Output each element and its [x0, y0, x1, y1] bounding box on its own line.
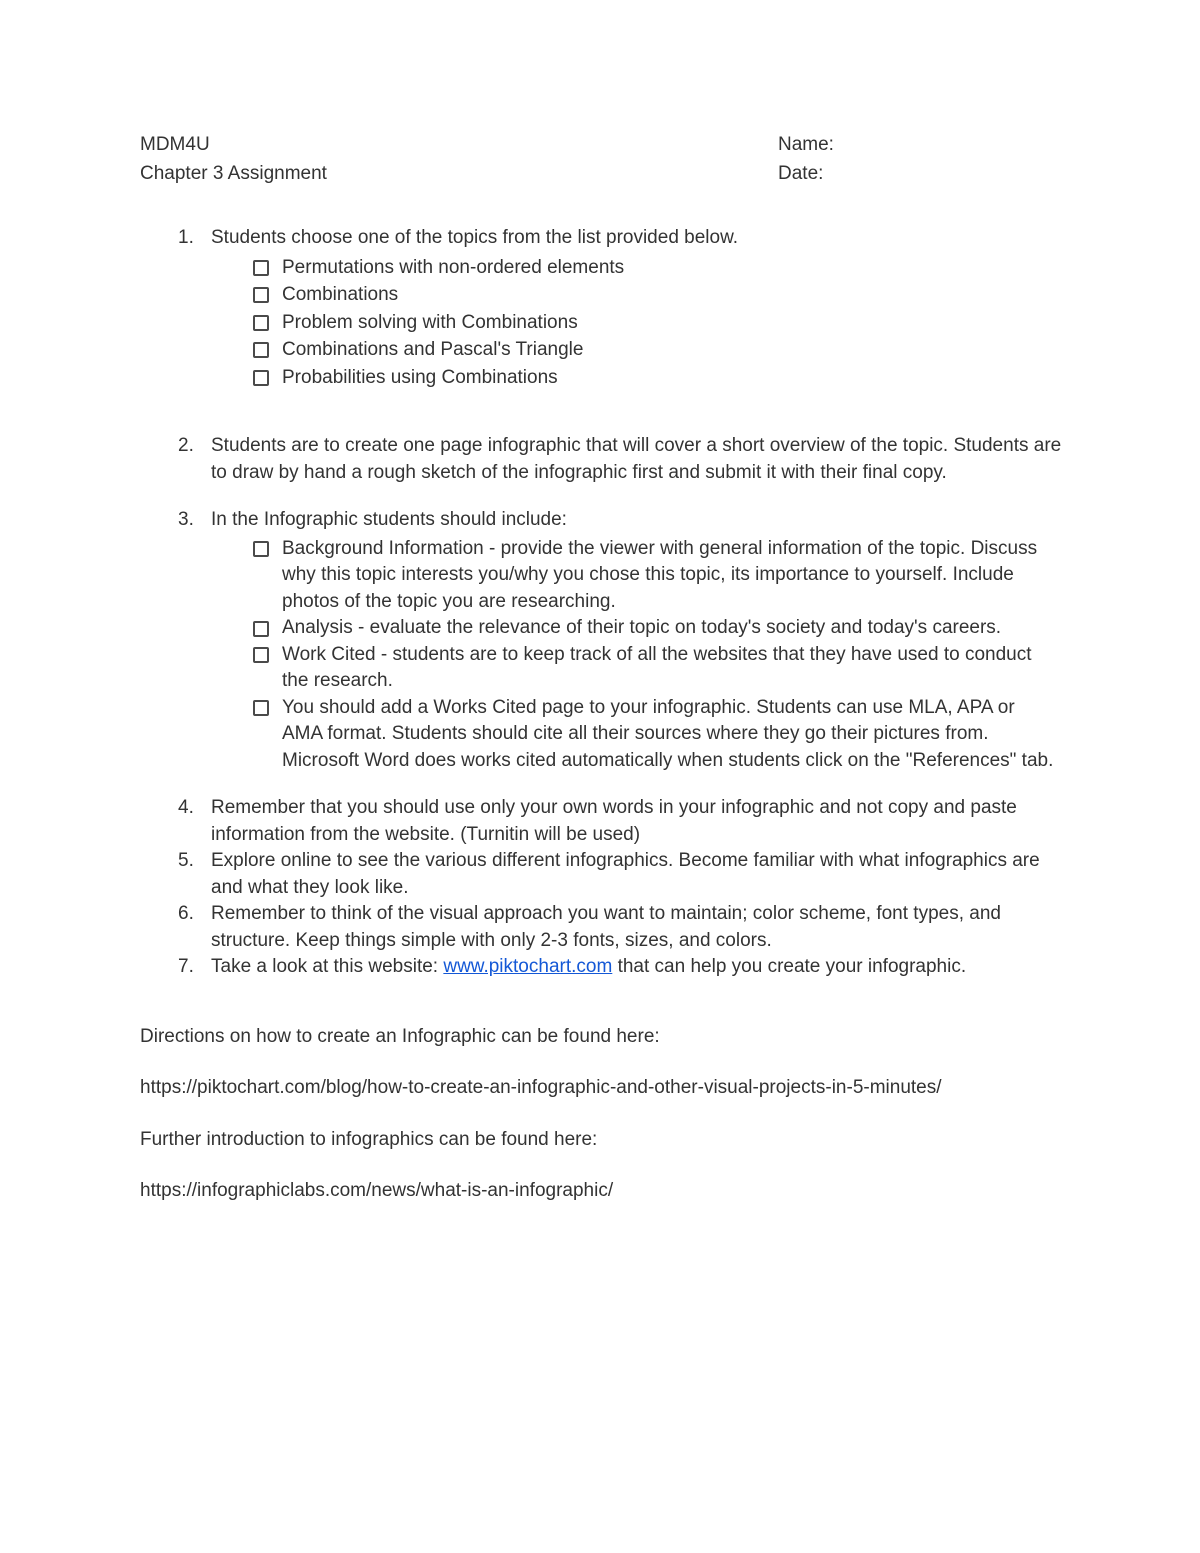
requirement-label: Work Cited - students are to keep track of all the websites that they have used to conduct the research.: [282, 643, 1032, 691]
list-item-piktochart: [140, 954, 1103, 981]
list-item-body: [211, 848, 1063, 901]
list-item-own-words: [140, 795, 1103, 848]
date-label: Date:: [778, 163, 824, 184]
course-code: MDM4U: [140, 134, 210, 155]
requirement-checkbox-list: [211, 536, 1063, 775]
topic-option: [253, 309, 1063, 337]
list-item-explore-online: [140, 848, 1103, 901]
list-item-body: [211, 225, 1063, 391]
further-url: https://infographiclabs.com/news/what-is-an-infographic/: [140, 1180, 614, 1201]
instruction-list: [140, 225, 1103, 981]
list-item-text: Students are to create one page infographic that will cover a short overview of the topic. Students are to draw by hand a rough sketch of the infographic first and submit it with their final copy.: [211, 435, 1062, 483]
further-label: Further introduction to infographics can be found here:: [140, 1128, 598, 1150]
list-item-text: Remember to think of the visual approach you want to maintain; color scheme, font types, and structure. Keep things simple with only 2-3 fonts, sizes, and colors.: [211, 903, 1001, 951]
list-item-text-after: that can help you create your infographic.: [612, 956, 967, 977]
checkbox-icon: [253, 647, 269, 663]
header-left: [140, 130, 1103, 188]
checkbox-icon: [253, 700, 269, 716]
list-number: 3.: [178, 509, 194, 530]
checkbox-icon: [253, 342, 269, 358]
checkbox-icon: [253, 621, 269, 637]
topic-option: [253, 254, 1063, 282]
topic-label: Probabilities using Combinations: [282, 366, 558, 388]
list-item-body: [211, 954, 1063, 981]
document-header: [140, 130, 1103, 188]
list-item-text: Students choose one of the topics from the list provided below.: [211, 227, 739, 248]
name-label: Name:: [778, 134, 834, 155]
requirement-item: [253, 615, 1063, 642]
requirement-item: [253, 695, 1063, 775]
topic-option: [253, 336, 1063, 364]
list-number: 1.: [178, 227, 194, 248]
resource-links-section: [140, 1024, 1103, 1205]
list-number: 5.: [178, 850, 194, 871]
requirement-label: You should add a Works Cited page to your infographic. Students can use MLA, APA or AMA format. Students should cite all their sources where they go their pictures from. Microsoft Word does works cited automatically when students click on the "References" tab.: [282, 696, 1054, 771]
checkbox-icon: [253, 541, 269, 557]
assignment-title: Chapter 3 Assignment: [140, 163, 327, 184]
topic-checkbox-list: [211, 254, 1063, 392]
list-number: 6.: [178, 903, 194, 924]
topic-option: [253, 281, 1063, 309]
piktochart-link[interactable]: www.piktochart.com: [443, 956, 613, 977]
checkbox-icon: [253, 370, 269, 386]
directions-label: Directions on how to create an Infographic can be found here:: [140, 1025, 660, 1047]
list-item-body: [211, 507, 1063, 774]
list-number: 4.: [178, 797, 194, 818]
list-item-text: Explore online to see the various different infographics. Become familiar with what infographics are and what they look like.: [211, 850, 1040, 898]
list-item-body: [211, 901, 1063, 954]
requirement-item: [253, 642, 1063, 695]
requirement-label: Analysis - evaluate the relevance of their topic on today's society and today's careers.: [282, 617, 1002, 638]
list-item-text: Remember that you should use only your own words in your infographic and not copy and paste information from the website. (Turnitin will be used): [211, 797, 1017, 845]
list-item-choose-topic: [140, 225, 1103, 391]
requirement-item: [253, 536, 1063, 616]
list-item-body: [211, 433, 1063, 486]
list-item-body: [211, 795, 1063, 848]
topic-label: Combinations: [282, 284, 399, 305]
requirement-label: Background Information - provide the viewer with general information of the topic. Discuss why this topic interests you/why you chose this topic, its importance to yourself. Include photos of the topic you are researching.: [282, 537, 1038, 612]
checkbox-icon: [253, 315, 269, 331]
topic-label: Permutations with non-ordered elements: [282, 256, 625, 278]
checkbox-icon: [253, 260, 269, 276]
checkbox-icon: [253, 287, 269, 303]
topic-label: Combinations and Pascal's Triangle: [282, 339, 584, 360]
topic-label: Problem solving with Combinations: [282, 311, 578, 333]
header-right: [778, 130, 834, 188]
list-item-text-before: Take a look at this website:: [211, 956, 444, 977]
directions-url: https://piktochart.com/blog/how-to-create-an-infographic-and-other-visual-projects-in-5-minutes/: [140, 1077, 942, 1098]
list-number: 7.: [178, 956, 194, 977]
list-item-text: In the Infographic students should include:: [211, 509, 567, 530]
list-item-create-infographic: [140, 433, 1103, 486]
list-item-visual-approach: [140, 901, 1103, 954]
topic-option: [253, 364, 1063, 392]
list-item-include: [140, 507, 1103, 774]
list-number: 2.: [178, 435, 194, 456]
